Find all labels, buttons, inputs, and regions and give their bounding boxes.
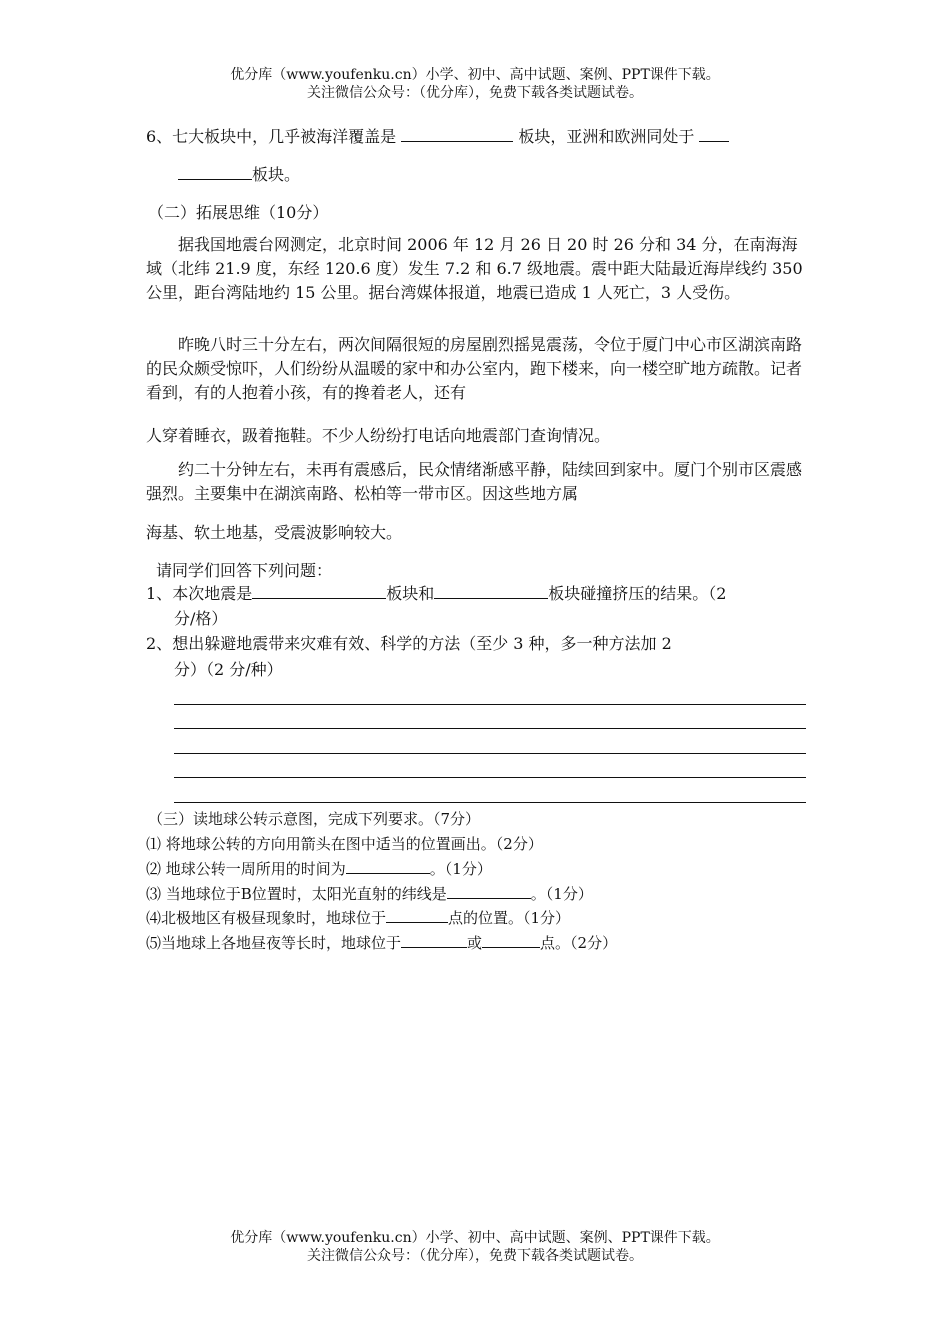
section-3-item-2	[146, 858, 808, 879]
q2-number: 2、	[146, 634, 173, 653]
item-3-blank[interactable]	[447, 884, 531, 899]
section-3-title: （三）读地球公转示意图，完成下列要求。（7分）	[148, 810, 481, 828]
q2-text-b: 分）（2 分/种）	[174, 660, 283, 679]
item-5-text-b: 或	[467, 934, 483, 952]
q6-text-3: 板块。	[252, 165, 301, 184]
question-6	[146, 124, 808, 150]
item-5-text-c: 点。（2分）	[540, 934, 618, 952]
section-3-item-1: ⑴ 将地球公转的方向用箭头在图中适当的位置画出。（2分）	[146, 835, 543, 853]
answer-line-5[interactable]	[174, 802, 806, 803]
item-5-blank-1[interactable]	[401, 933, 467, 948]
news-paragraph-2a: 昨晚八时三十分左右，两次间隔很短的房屋剧烈摇晃震荡，令位于厦门中心市区湖滨南路的民众颇受惊吓，人们纷纷从温暖的家中和办公室内，跑下楼来，向一楼空旷地方疏散。记者看到，有的人抱着小孩，有的搀着老人，还有	[146, 335, 803, 402]
item-2-text-a: ⑵ 地球公转一周所用的时间为	[146, 860, 346, 878]
item-4-text-a: ⑷北极地区有极昼现象时，地球位于	[146, 909, 387, 927]
answer-line-2[interactable]	[174, 728, 806, 729]
item-4-blank[interactable]	[386, 908, 448, 923]
item-4-text-b: 点的位置。（1分）	[448, 909, 571, 927]
header-line-2: 关注微信公众号：（优分库），免费下载各类试题试卷。	[307, 85, 643, 101]
question-1	[146, 582, 808, 606]
item-2-text-b: 。（1分）	[429, 860, 492, 878]
news-paragraph-3b: 海基、软土地基，受震波影响较大。	[146, 523, 403, 542]
footer-line-1: 优分库（www.youfenku.cn）小学、初中、高中试题、案例、PPT课件下载。	[230, 1230, 720, 1246]
q1-number: 1、	[146, 584, 173, 603]
page-footer	[0, 1229, 950, 1265]
news-paragraph-2b: 人穿着睡衣，趿着拖鞋。不少人纷纷打电话向地震部门查询情况。	[146, 426, 611, 445]
q1-text-b: 板块和	[386, 584, 435, 603]
q1-text-d: 分/格）	[174, 609, 228, 628]
q1-text-c: 板块碰撞挤压的结果。（2	[548, 584, 727, 603]
question-2	[146, 632, 808, 656]
section-2-title: （二）拓展思维（10分）	[148, 203, 329, 222]
header-line-1: 优分库（www.youfenku.cn）小学、初中、高中试题、案例、PPT课件下载。	[230, 67, 720, 83]
item-5-text-a: ⑸当地球上各地昼夜等长时，地球位于	[146, 934, 402, 952]
q2-text-a: 想出躲避地震带来灾难有效、科学的方法（至少 3 种，多一种方法加 2	[172, 634, 672, 653]
q6-text-1: 6、七大板块中，几乎被海洋覆盖是	[146, 127, 397, 146]
q6-text-2: 板块，亚洲和欧洲同处于	[518, 127, 695, 146]
answer-line-1[interactable]	[174, 704, 806, 705]
q6-blank-1[interactable]	[401, 127, 513, 142]
answer-line-3[interactable]	[174, 753, 806, 754]
item-2-blank[interactable]	[346, 859, 430, 874]
section-3-item-3	[146, 883, 808, 904]
q1-blank-2[interactable]	[434, 584, 548, 599]
item-5-blank-2[interactable]	[482, 933, 540, 948]
answer-line-4[interactable]	[174, 777, 806, 778]
page-header	[0, 66, 950, 102]
q6-blank-2a[interactable]	[699, 127, 729, 142]
news-paragraph-3a: 约二十分钟左右，未再有震感后，民众情绪渐感平静，陆续回到家中。厦门个别市区震感强烈。主要集中在湖滨南路、松柏等一带市区。因这些地方属	[146, 460, 803, 503]
question-6-cont	[178, 162, 798, 188]
item-3-text-b: 。（1分）	[530, 885, 593, 903]
section-3-item-5	[146, 932, 808, 953]
questions-prompt: 请同学们回答下列问题：	[156, 561, 333, 580]
section-3-item-4	[146, 907, 808, 928]
q1-text-a: 本次地震是	[172, 584, 253, 603]
q1-blank-1[interactable]	[252, 584, 386, 599]
footer-line-2: 关注微信公众号：（优分库），免费下载各类试题试卷。	[307, 1248, 643, 1264]
news-paragraph-1: 据我国地震台网测定，北京时间 2006 年 12 月 26 日 20 时 26 分和 34 分，在南海海域（北纬 21.9 度，东经 120.6 度）发生 7.2 和 6.7 级地震。震中距大陆最近海岸线约 350 公里，距台湾陆地约 15 公里。据台湾媒体报道，地震已造成 1 人死亡，3 人受伤。	[146, 235, 803, 302]
q6-blank-2b[interactable]	[178, 165, 252, 180]
item-3-text-a: ⑶ 当地球位于B位置时，太阳光直射的纬线是	[146, 885, 447, 903]
